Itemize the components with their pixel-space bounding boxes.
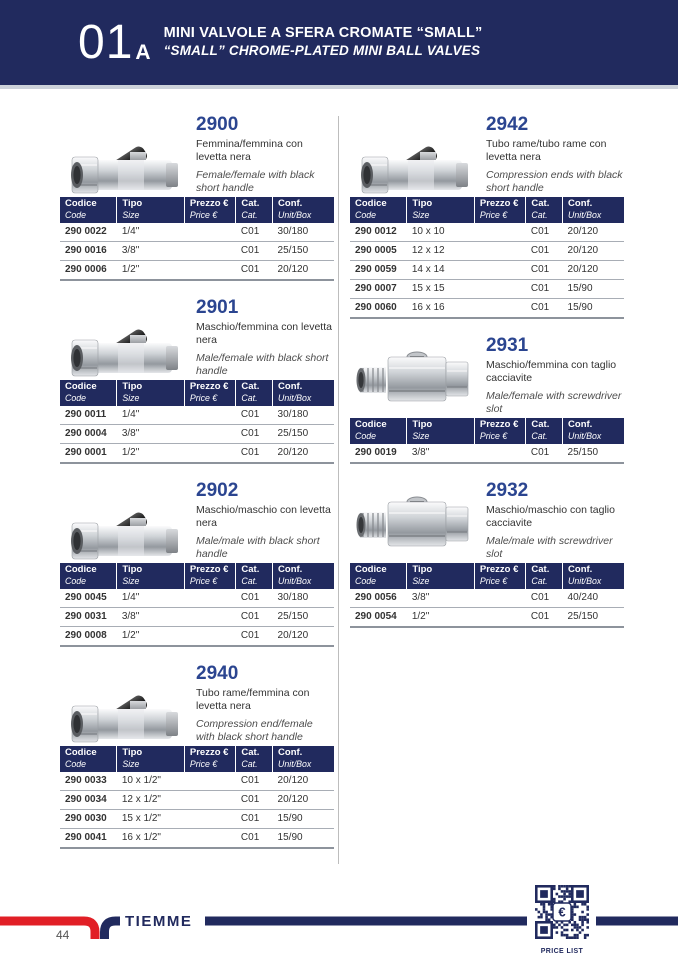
cell-code: 290 0011 bbox=[60, 406, 117, 425]
ball-valve-lever-image bbox=[60, 297, 190, 379]
cell-code: 290 0004 bbox=[60, 425, 117, 444]
cell-size: 3/8" bbox=[117, 608, 185, 627]
column-header-code: Codice Code bbox=[60, 746, 117, 772]
product-description-italian: Maschio/femmina con taglio cacciavite bbox=[485, 358, 617, 385]
column-header-price: Prezzo € Price € bbox=[184, 746, 236, 772]
cell-price bbox=[474, 280, 526, 299]
section-letter: A bbox=[135, 40, 152, 64]
column-header-unitbox: Conf. Unit/Box bbox=[563, 197, 624, 223]
cell-price bbox=[184, 791, 236, 810]
cell-price bbox=[474, 242, 526, 261]
cell-category: C01 bbox=[236, 425, 273, 444]
product-table-header bbox=[350, 197, 624, 223]
price-list-qr-block bbox=[531, 882, 593, 955]
cell-code: 290 0007 bbox=[350, 280, 407, 299]
cell-size: 15 x 1/2" bbox=[117, 810, 185, 829]
cell-category: C01 bbox=[236, 223, 273, 242]
product-description-english: Male/female with black short handle bbox=[196, 352, 329, 378]
table-row bbox=[60, 829, 334, 849]
cell-price bbox=[184, 425, 236, 444]
table-row bbox=[350, 589, 624, 608]
product-code-title: 2940 bbox=[196, 663, 239, 685]
cell-category: C01 bbox=[236, 791, 273, 810]
cell-category: C01 bbox=[236, 608, 273, 627]
cell-size: 3/8" bbox=[117, 242, 185, 261]
cell-unitbox: 25/150 bbox=[273, 242, 334, 261]
cell-category: C01 bbox=[236, 772, 273, 791]
page-title-italian: MINI VALVOLE A SFERA CROMATE “SMALL” bbox=[163, 25, 483, 41]
cell-price bbox=[474, 444, 526, 463]
cell-unitbox: 25/150 bbox=[273, 608, 334, 627]
column-header-size: Tipo Size bbox=[117, 563, 185, 589]
table-row bbox=[60, 406, 334, 425]
product-photo bbox=[60, 478, 192, 563]
section-number-text: 01 bbox=[78, 15, 134, 69]
cell-code: 290 0012 bbox=[350, 223, 407, 242]
product-table bbox=[60, 197, 334, 281]
column-header-category: Cat. Cat. bbox=[236, 563, 273, 589]
column-header-code: Codice Code bbox=[60, 563, 117, 589]
product-card bbox=[350, 333, 624, 464]
table-row bbox=[60, 444, 334, 464]
table-row bbox=[60, 223, 334, 242]
cell-price bbox=[184, 627, 236, 647]
table-row bbox=[60, 772, 334, 791]
column-header-category: Cat. Cat. bbox=[236, 197, 273, 223]
column-header-price: Prezzo € Price € bbox=[474, 418, 526, 444]
product-info bbox=[482, 478, 624, 563]
cell-price bbox=[184, 589, 236, 608]
page-number: 44 bbox=[56, 928, 70, 942]
cell-category: C01 bbox=[236, 627, 273, 647]
column-header-unitbox: Conf. Unit/Box bbox=[563, 418, 624, 444]
page-title-english: “SMALL” CHROME-PLATED MINI BALL VALVES bbox=[163, 43, 481, 58]
product-table bbox=[350, 418, 624, 464]
cell-price bbox=[184, 810, 236, 829]
cell-size: 14 x 14 bbox=[407, 261, 475, 280]
cell-code: 290 0045 bbox=[60, 589, 117, 608]
column-header-size: Tipo Size bbox=[407, 563, 475, 589]
cell-unitbox: 20/120 bbox=[273, 444, 334, 464]
cell-category: C01 bbox=[526, 223, 563, 242]
cell-size: 3/8" bbox=[407, 444, 475, 463]
cell-size: 12 x 1/2" bbox=[117, 791, 185, 810]
column-header-unitbox: Conf. Unit/Box bbox=[563, 563, 624, 589]
product-table-body bbox=[350, 444, 624, 463]
table-row bbox=[350, 242, 624, 261]
cell-unitbox: 20/120 bbox=[273, 261, 334, 281]
cell-unitbox: 20/120 bbox=[563, 261, 624, 280]
qr-code bbox=[532, 882, 592, 947]
cell-unitbox: 20/120 bbox=[563, 242, 624, 261]
column-header-size: Tipo Size bbox=[117, 197, 185, 223]
cell-code: 290 0022 bbox=[60, 223, 117, 242]
column-header-category: Cat. Cat. bbox=[526, 197, 563, 223]
cell-price bbox=[184, 772, 236, 791]
cell-code: 290 0016 bbox=[60, 242, 117, 261]
product-info bbox=[482, 333, 624, 418]
product-description-italian: Maschio/femmina con levetta nera bbox=[196, 320, 332, 347]
cell-unitbox: 20/120 bbox=[273, 791, 334, 810]
cell-code: 290 0031 bbox=[60, 608, 117, 627]
product-code-title: 2942 bbox=[485, 114, 529, 135]
cell-unitbox: 20/120 bbox=[273, 772, 334, 791]
cell-unitbox: 25/150 bbox=[563, 444, 624, 463]
product-info bbox=[192, 478, 334, 563]
product-code-title: 2901 bbox=[196, 297, 239, 319]
cell-category: C01 bbox=[236, 261, 273, 281]
cell-code: 290 0034 bbox=[60, 791, 117, 810]
cell-code: 290 0060 bbox=[350, 299, 407, 319]
product-table-header bbox=[350, 418, 624, 444]
header-divider-strip bbox=[0, 85, 678, 89]
cell-unitbox: 30/180 bbox=[273, 223, 334, 242]
column-header-size: Tipo Size bbox=[117, 746, 185, 772]
cell-price bbox=[184, 406, 236, 425]
cell-unitbox: 40/240 bbox=[563, 589, 624, 608]
product-photo bbox=[60, 295, 192, 380]
cell-price bbox=[184, 829, 236, 849]
qr-code-label: PRICE LIST bbox=[540, 948, 584, 955]
product-info bbox=[482, 112, 624, 197]
product-table bbox=[350, 563, 624, 628]
product-card-top bbox=[60, 661, 334, 746]
product-description-english: Female/female with black short handle bbox=[196, 169, 315, 195]
cell-unitbox: 20/120 bbox=[563, 223, 624, 242]
product-table-body bbox=[350, 589, 624, 627]
cell-price bbox=[184, 261, 236, 281]
column-header-unitbox: Conf. Unit/Box bbox=[273, 380, 334, 406]
column-header-category: Cat. Cat. bbox=[526, 563, 563, 589]
product-card bbox=[60, 661, 334, 849]
column-header-size: Tipo Size bbox=[407, 418, 475, 444]
product-card bbox=[350, 478, 624, 628]
product-description-english: Male/male with screwdriver slot bbox=[485, 535, 613, 561]
product-table-body bbox=[60, 772, 334, 848]
table-row bbox=[60, 261, 334, 281]
cell-category: C01 bbox=[526, 299, 563, 319]
cell-code: 290 0005 bbox=[350, 242, 407, 261]
product-code-title: 2900 bbox=[196, 114, 239, 135]
product-card bbox=[60, 478, 334, 647]
product-description-english: Compression ends with black short handle bbox=[485, 169, 623, 195]
cell-unitbox: 25/150 bbox=[273, 425, 334, 444]
cell-category: C01 bbox=[236, 829, 273, 849]
brand-logo-text: TIEMME bbox=[125, 913, 193, 930]
column-header-unitbox: Conf. Unit/Box bbox=[273, 746, 334, 772]
product-table bbox=[60, 746, 334, 849]
cell-code: 290 0008 bbox=[60, 627, 117, 647]
cell-unitbox: 30/180 bbox=[273, 406, 334, 425]
ball-valve-lever-image bbox=[60, 480, 190, 562]
cell-category: C01 bbox=[526, 608, 563, 628]
product-info bbox=[192, 295, 334, 380]
product-card bbox=[60, 295, 334, 464]
right-column bbox=[350, 112, 624, 864]
cell-category: C01 bbox=[526, 444, 563, 463]
cell-price bbox=[184, 242, 236, 261]
product-table-body bbox=[350, 223, 624, 318]
table-row bbox=[60, 425, 334, 444]
table-row bbox=[60, 627, 334, 647]
cell-category: C01 bbox=[526, 261, 563, 280]
left-column bbox=[60, 112, 334, 864]
cell-size: 16 x 1/2" bbox=[117, 829, 185, 849]
column-header-code: Codice Code bbox=[350, 197, 407, 223]
cell-unitbox: 15/90 bbox=[273, 810, 334, 829]
table-row bbox=[350, 444, 624, 463]
product-card-top bbox=[350, 333, 624, 418]
product-card-top bbox=[350, 478, 624, 563]
cell-category: C01 bbox=[526, 242, 563, 261]
product-code-title: 2902 bbox=[196, 480, 239, 502]
table-row bbox=[60, 589, 334, 608]
table-row bbox=[60, 810, 334, 829]
cell-code: 290 0056 bbox=[350, 589, 407, 608]
cell-code: 290 0019 bbox=[350, 444, 407, 463]
table-row bbox=[350, 223, 624, 242]
product-description-italian: Femmina/femmina con levetta nera bbox=[196, 137, 303, 164]
product-table-body bbox=[60, 223, 334, 280]
column-header-code: Codice Code bbox=[60, 197, 117, 223]
cell-code: 290 0059 bbox=[350, 261, 407, 280]
product-table bbox=[350, 197, 624, 319]
cell-category: C01 bbox=[236, 242, 273, 261]
ball-valve-lever-image bbox=[60, 114, 190, 196]
cell-price bbox=[474, 608, 526, 628]
cell-code: 290 0054 bbox=[350, 608, 407, 628]
cell-size: 12 x 12 bbox=[407, 242, 475, 261]
page-header-banner bbox=[0, 0, 678, 85]
cell-size: 1/4" bbox=[117, 406, 185, 425]
product-description-italian: Maschio/maschio con levetta nera bbox=[196, 504, 331, 530]
cell-size: 3/8" bbox=[117, 425, 185, 444]
product-description-italian: Tubo rame/femmina con levetta nera bbox=[196, 687, 310, 713]
cell-price bbox=[184, 444, 236, 464]
column-header-size: Tipo Size bbox=[407, 197, 475, 223]
section-number bbox=[78, 15, 152, 69]
product-card-top bbox=[60, 478, 334, 563]
cell-size: 1/2" bbox=[117, 444, 185, 464]
table-row bbox=[350, 261, 624, 280]
cell-unitbox: 20/120 bbox=[273, 627, 334, 647]
column-header-price: Prezzo € Price € bbox=[184, 197, 236, 223]
cell-price bbox=[474, 261, 526, 280]
product-photo bbox=[350, 333, 482, 418]
cell-code: 290 0041 bbox=[60, 829, 117, 849]
product-description-english: Male/female with screwdriver slot bbox=[485, 390, 622, 416]
column-header-unitbox: Conf. Unit/Box bbox=[273, 563, 334, 589]
cell-category: C01 bbox=[236, 810, 273, 829]
cell-category: C01 bbox=[236, 406, 273, 425]
column-header-code: Codice Code bbox=[60, 380, 117, 406]
product-card-top bbox=[60, 112, 334, 197]
cell-price bbox=[184, 223, 236, 242]
cell-price bbox=[474, 589, 526, 608]
banner-titles bbox=[164, 25, 483, 58]
column-divider bbox=[338, 116, 339, 864]
product-table bbox=[60, 380, 334, 464]
product-card-top bbox=[350, 112, 624, 197]
cell-unitbox: 30/180 bbox=[273, 589, 334, 608]
cell-unitbox: 25/150 bbox=[563, 608, 624, 628]
table-row bbox=[60, 242, 334, 261]
table-row bbox=[60, 608, 334, 627]
cell-size: 10 x 1/2" bbox=[117, 772, 185, 791]
cell-size: 1/2" bbox=[117, 627, 185, 647]
product-code-title: 2931 bbox=[485, 335, 529, 357]
table-row bbox=[350, 299, 624, 319]
product-photo bbox=[60, 112, 192, 197]
column-header-size: Tipo Size bbox=[117, 380, 185, 406]
column-header-unitbox: Conf. Unit/Box bbox=[273, 197, 334, 223]
column-header-category: Cat. Cat. bbox=[526, 418, 563, 444]
cell-size: 1/4" bbox=[117, 223, 185, 242]
cell-code: 290 0001 bbox=[60, 444, 117, 464]
cell-category: C01 bbox=[236, 589, 273, 608]
cell-size: 15 x 15 bbox=[407, 280, 475, 299]
product-description-italian: Tubo rame/tubo rame con levetta nera bbox=[485, 137, 607, 164]
product-photo bbox=[60, 661, 192, 746]
cell-size: 10 x 10 bbox=[407, 223, 475, 242]
table-row bbox=[350, 608, 624, 628]
product-table-header bbox=[60, 197, 334, 223]
ball-valve-slot-image bbox=[350, 480, 480, 562]
content-area bbox=[60, 112, 624, 864]
product-info bbox=[192, 112, 334, 197]
cell-category: C01 bbox=[526, 280, 563, 299]
column-header-category: Cat. Cat. bbox=[236, 380, 273, 406]
column-header-code: Codice Code bbox=[350, 563, 407, 589]
cell-price bbox=[474, 299, 526, 319]
cell-price bbox=[474, 223, 526, 242]
product-card-top bbox=[60, 295, 334, 380]
cell-code: 290 0030 bbox=[60, 810, 117, 829]
table-row bbox=[350, 280, 624, 299]
cell-unitbox: 15/90 bbox=[273, 829, 334, 849]
product-info bbox=[192, 661, 334, 746]
cell-size: 3/8" bbox=[407, 589, 475, 608]
product-card bbox=[60, 112, 334, 281]
svg-text:€: € bbox=[558, 904, 566, 920]
product-table-body bbox=[60, 589, 334, 646]
cell-size: 1/2" bbox=[117, 261, 185, 281]
product-description-english: Male/male with black short handle bbox=[196, 535, 320, 561]
cell-unitbox: 15/90 bbox=[563, 280, 624, 299]
cell-code: 290 0033 bbox=[60, 772, 117, 791]
product-photo bbox=[350, 478, 482, 563]
product-table-body bbox=[60, 406, 334, 463]
cell-unitbox: 15/90 bbox=[563, 299, 624, 319]
cell-size: 1/4" bbox=[117, 589, 185, 608]
ball-valve-lever-image bbox=[60, 663, 190, 745]
product-code-title: 2932 bbox=[485, 480, 529, 502]
ball-valve-slot-image bbox=[350, 335, 480, 417]
ball-valve-lever-image bbox=[350, 114, 480, 196]
column-header-price: Prezzo € Price € bbox=[184, 563, 236, 589]
product-card bbox=[350, 112, 624, 319]
cell-category: C01 bbox=[236, 444, 273, 464]
product-table-header bbox=[350, 563, 624, 589]
column-header-price: Prezzo € Price € bbox=[474, 563, 526, 589]
cell-size: 16 x 16 bbox=[407, 299, 475, 319]
column-header-code: Codice Code bbox=[350, 418, 407, 444]
product-table-header bbox=[60, 380, 334, 406]
product-table bbox=[60, 563, 334, 647]
product-photo bbox=[350, 112, 482, 197]
product-description-english: Compression end/female with black short handle bbox=[196, 718, 313, 744]
cell-category: C01 bbox=[526, 589, 563, 608]
column-header-price: Prezzo € Price € bbox=[184, 380, 236, 406]
product-table-header bbox=[60, 563, 334, 589]
product-description-italian: Maschio/maschio con taglio cacciavite bbox=[485, 504, 615, 530]
product-table-header bbox=[60, 746, 334, 772]
cell-size: 1/2" bbox=[407, 608, 475, 628]
qr-code-image bbox=[535, 885, 589, 939]
cell-price bbox=[184, 608, 236, 627]
column-header-category: Cat. Cat. bbox=[236, 746, 273, 772]
column-header-price: Prezzo € Price € bbox=[474, 197, 526, 223]
table-row bbox=[60, 791, 334, 810]
cell-code: 290 0006 bbox=[60, 261, 117, 281]
